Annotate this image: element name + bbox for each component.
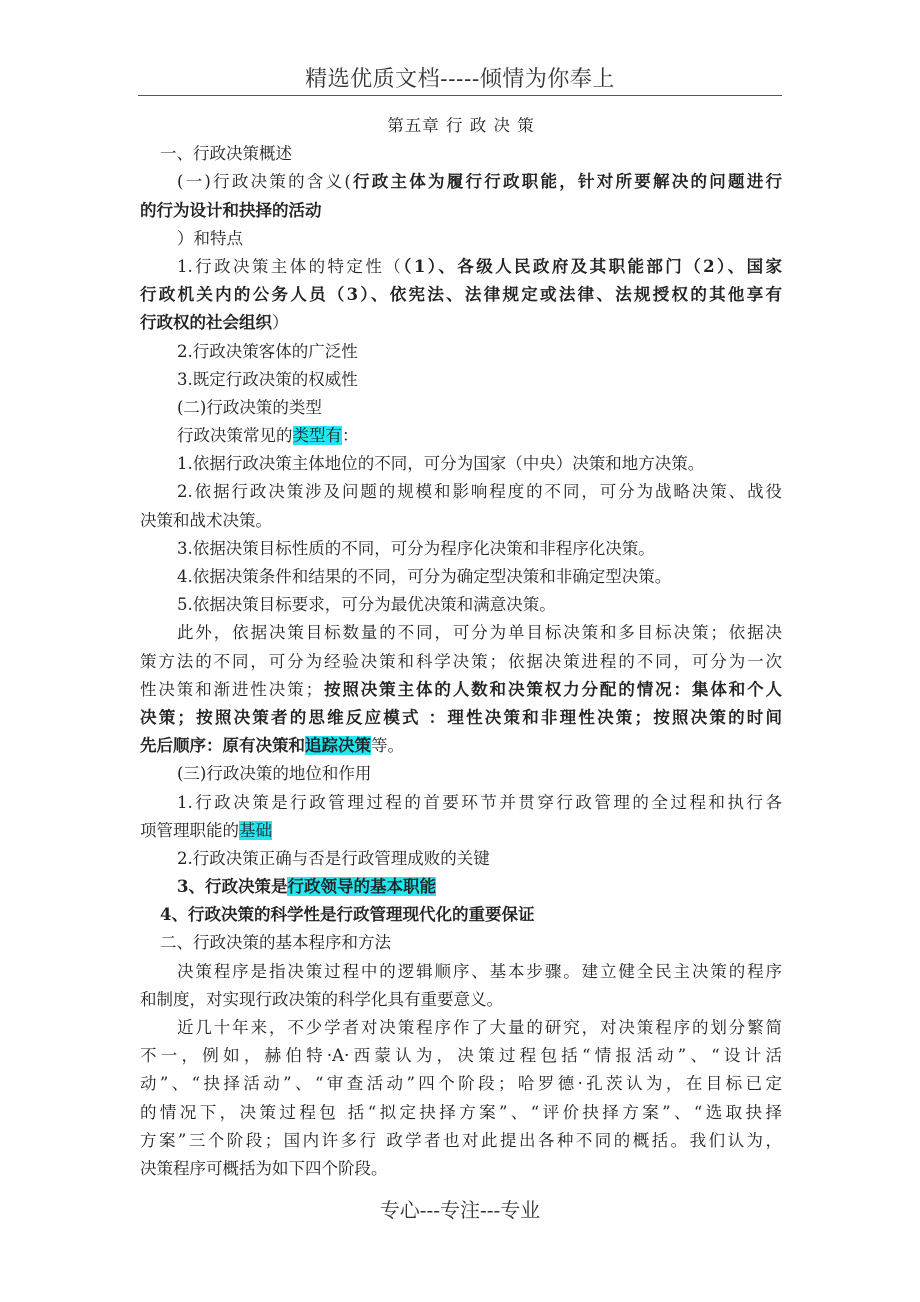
text-span: 等。 xyxy=(371,736,404,756)
list-item xyxy=(140,873,782,901)
paragraph-line xyxy=(140,197,782,225)
bold-text: 决策；按照决策者的思维反应模式 ：理性决策和非理性决策；按照决策的时间 xyxy=(140,707,782,727)
paragraph-line: 动”、“抉择活动”、“审查活动”四个阶段；哈罗德·孔茨认为，在目标已定 xyxy=(140,1074,782,1094)
bold-text: 行政权的社会组织 xyxy=(140,313,272,333)
paragraph-line: 不一，例如，赫伯特·A·西蒙认为，决策过程包括“情报活动”、“设计活 xyxy=(140,1046,782,1066)
paragraph-line: 决策程序是指决策过程中的逻辑顺序、基本步骤。建立健全民主决策的程序 xyxy=(177,961,782,981)
page-footer: 专心---专注---专业 xyxy=(379,1198,541,1222)
paragraph-line: 策方法的不同，可分为经验决策和科学决策；依据决策进程的不同，可分为一次 xyxy=(140,651,782,671)
text-span: (一)行政决策的含义( xyxy=(177,172,351,192)
section-heading: 二、行政决策的基本程序和方法 xyxy=(160,933,391,953)
subsection-heading: (三)行政决策的地位和作用 xyxy=(177,764,372,784)
bold-text: 按照决策主体的人数和决策权力分配的情况：集体和个人 xyxy=(322,679,782,699)
list-item: 4.依据决策条件和结果的不同，可分为确定型决策和非确定型决策。 xyxy=(177,567,672,586)
text-span: 性决策和渐进性决策； xyxy=(140,679,323,699)
paragraph-line: 此外，依据决策目标数量的不同，可分为单目标决策和多目标决策；依据决 xyxy=(177,623,782,643)
text-span: 1.行政决策主体的特定性（ xyxy=(177,256,404,276)
paragraph-line: 近几十年来，不少学者对决策程序作了大量的研究，对决策程序的划分繁简 xyxy=(177,1018,782,1037)
highlighted-text: 基础 xyxy=(239,820,272,840)
bold-text: 3、行政决策是 xyxy=(177,877,288,897)
list-item: 1.依据行政决策主体地位的不同，可分为国家（中央）决策和地方决策。 xyxy=(177,454,705,474)
list-item: 5.依据决策目标要求，可分为最优决策和满意决策。 xyxy=(177,595,556,615)
paragraph-line xyxy=(140,168,782,196)
header-divider xyxy=(138,95,782,96)
chapter-title: 第五章 行 政 决 策 xyxy=(387,116,535,135)
paragraph-line xyxy=(140,253,782,281)
text-span: 项管理职能的 xyxy=(140,820,239,840)
paragraph-line xyxy=(140,732,782,760)
paragraph-line: ）和特点 xyxy=(177,228,243,248)
paragraph-line xyxy=(140,422,782,450)
paragraph-line xyxy=(140,704,782,732)
document-body xyxy=(140,112,782,1183)
list-item: 3.既定行政决策的权威性 xyxy=(177,369,358,389)
section-heading: 一、行政决策概述 xyxy=(160,144,292,164)
list-item: 2.行政决策客体的广泛性 xyxy=(177,341,358,361)
paragraph-line: 决策程序可概括为如下四个阶段。 xyxy=(140,1158,388,1178)
bold-text: 的行为设计和抉择的活动 xyxy=(140,200,322,220)
text-span: ： xyxy=(342,426,359,446)
bold-text: 4、行政决策的科学性是行政管理现代化的重要保证 xyxy=(160,905,535,925)
bold-text: 先后顺序：原有决策和 xyxy=(140,736,305,756)
bold-text: 行政主体为履行行政职能，针对所要解决的问题进行 xyxy=(350,172,782,192)
paragraph-line: 和制度，对实现行政决策的科学化具有重要意义。 xyxy=(140,989,503,1009)
bold-text: 行政机关内的公务人员（3）、依宪法、法律规定或法律、法规授权的其他享有 xyxy=(140,285,782,305)
paragraph-line xyxy=(140,281,782,309)
text-span: ） xyxy=(272,313,289,333)
list-item: 2.依据行政决策涉及问题的规模和影响程度的不同，可分为战略决策、战役 xyxy=(177,482,782,502)
paragraph-line xyxy=(140,676,782,704)
paragraph-line xyxy=(140,309,782,337)
paragraph-line: 方案”三个阶段；国内许多行 政学者也对此提出各种不同的概括。我们认为， xyxy=(140,1130,782,1150)
text-span: 行政决策常见的 xyxy=(177,426,293,446)
list-item xyxy=(140,901,782,929)
paragraph-line: 的情况下，决策过程包 括“拟定抉择方案”、“评价抉择方案”、“选取抉择 xyxy=(140,1102,782,1122)
list-item: 3.依据决策目标性质的不同，可分为程序化决策和非程序化决策。 xyxy=(177,538,655,558)
list-item: 1.行政决策是行政管理过程的首要环节并贯穿行政管理的全过程和执行各 xyxy=(177,792,782,812)
bold-text: （1）、各级人民政府及其职能部门（2）、国家 xyxy=(403,256,782,276)
page-header: 精选优质文档-----倾情为你奉上 xyxy=(305,67,615,92)
subsection-heading: (二)行政决策的类型 xyxy=(177,397,322,417)
highlighted-text: 类型有 xyxy=(292,426,342,446)
highlighted-text: 追踪决策 xyxy=(305,736,371,756)
paragraph-line xyxy=(140,817,782,845)
highlighted-text: 行政领导的基本职能 xyxy=(287,877,436,897)
paragraph-line: 决策和战术决策。 xyxy=(140,510,272,530)
list-item: 2.行政决策正确与否是行政管理成败的关键 xyxy=(177,848,490,868)
